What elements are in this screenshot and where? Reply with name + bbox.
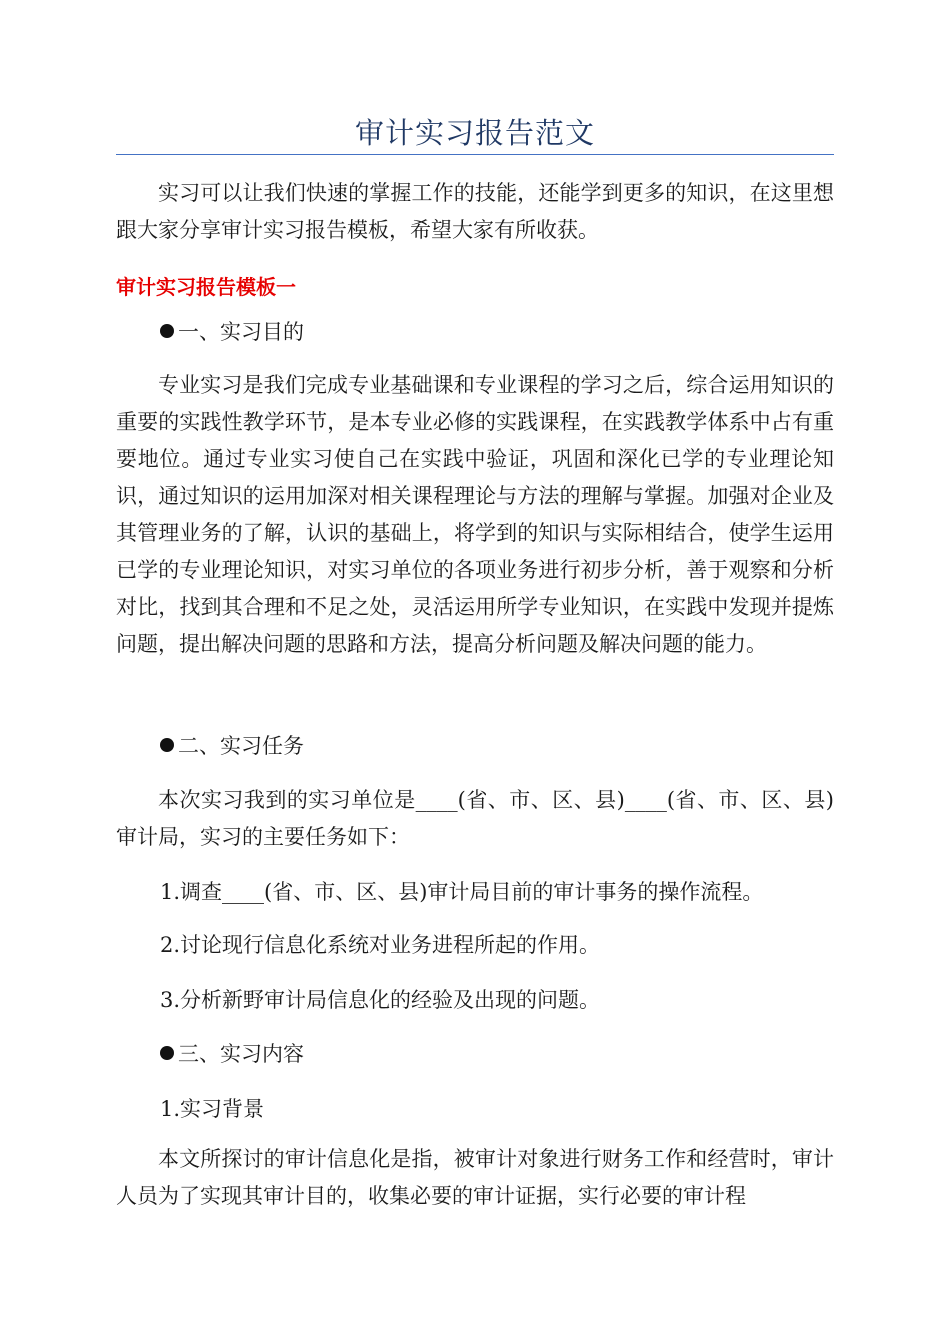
bullet-dot-icon (160, 738, 174, 752)
section-heading-label: 二、实习任务 (178, 734, 304, 758)
task-list-item: 1.调查____(省、市、区、县)审计局目前的审计事务的操作流程。 (160, 880, 764, 904)
section-heading-label: 一、实习目的 (178, 320, 304, 344)
subheading-background: 1.实习背景 (160, 1097, 265, 1121)
tasks-paragraph: 本次实习我到的实习单位是____(省、市、区、县)____(省、市、区、县)审计局，实习的主要任务如下： (116, 788, 834, 849)
section-heading-purpose (160, 317, 840, 347)
bullet-dot-icon (160, 1046, 174, 1060)
purpose-paragraph: 专业实习是我们完成专业基础课和专业课程的学习之后，综合运用知识的重要的实践性教学环节，是本专业必修的实践课程，在实践教学体系中占有重要地位。通过专业实习使自己在实践中验证，巩固和深化已学的专业理论知识，通过知识的运用加深对相关课程理论与方法的理解与掌握。加强对企业及其管理业务的了解，认识的基础上，将学到的知识与实际相结合，使学生运用已学的专业理论知识，对实习单位的各项业务进行初步分析，善于观察和分析对比，找到其合理和不足之处，灵活运用所学专业知识，在实践中发现并提炼问题，提出解决问题的思路和方法，提高分析问题及解决问题的能力。 (116, 373, 834, 656)
content-paragraph: 本文所探讨的审计信息化是指，被审计对象进行财务工作和经营时，审计人员为了实现其审计目的，收集必要的审计证据，实行必要的审计程 (116, 1147, 834, 1208)
task-list-item: 3.分析新野审计局信息化的经验及出现的问题。 (160, 988, 601, 1012)
section-heading-content (160, 1039, 840, 1069)
section-heading-tasks (160, 731, 840, 761)
document-title: 审计实习报告范文 (354, 116, 595, 150)
template-heading: 审计实习报告模板一 (116, 275, 296, 299)
title-underline (116, 154, 834, 155)
section-heading-label: 三、实习内容 (178, 1042, 304, 1066)
bullet-dot-icon (160, 324, 174, 338)
intro-paragraph: 实习可以让我们快速的掌握工作的技能，还能学到更多的知识，在这里想跟大家分享审计实习报告模板，希望大家有所收获。 (116, 181, 834, 242)
task-list-item: 2.讨论现行信息化系统对业务进程所起的作用。 (160, 933, 601, 957)
